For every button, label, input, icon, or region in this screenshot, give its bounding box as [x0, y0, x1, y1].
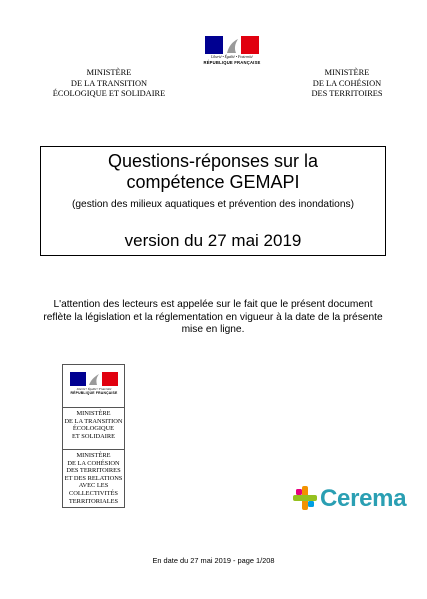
republique-text: RÉPUBLIQUE FRANÇAISE [70, 391, 118, 395]
marianne-logo-small [70, 372, 118, 395]
page-footer: En date du 27 mai 2019 - page 1/208 [152, 556, 275, 565]
ministry-left-line: ÉCOLOGIQUE ET SOLIDAIRE [52, 89, 166, 98]
ministry-1-text [63, 410, 124, 440]
ministry-right-header [294, 68, 400, 100]
ministries-block-cell-2 [63, 449, 124, 507]
motto-text: Liberté • Égalité • Fraternité [211, 55, 253, 59]
ministry-1-line: DE LA TRANSITION [64, 417, 123, 425]
notice-paragraph [40, 299, 386, 337]
ministries-block [62, 364, 125, 508]
ministry-left-header [40, 68, 178, 100]
ministry-2-text [63, 452, 124, 505]
ministry-right-line: MINISTÈRE [324, 68, 370, 77]
ministry-1-line: ET SOLIDAIRE [71, 432, 115, 440]
document-subtitle: (gestion des milieux aquatiques et prévention des inondations) [71, 199, 355, 210]
cerema-mark-icon [293, 486, 317, 510]
ministries-block-logo-cell [63, 365, 124, 408]
document-version: version du 27 mai 2019 [124, 231, 302, 250]
ministry-left-line: MINISTÈRE [86, 68, 132, 77]
motto-text: Liberté • Égalité • Fraternité [76, 387, 112, 391]
document-title [41, 151, 385, 192]
ministry-1-line: ÉCOLOGIQUE [72, 425, 115, 433]
ministry-2-line: DE LA COHÉSION [67, 459, 120, 467]
flag-icon [205, 36, 259, 54]
ministry-left-line: DE LA TRANSITION [70, 78, 148, 88]
ministry-right-line: DE LA COHÉSION [312, 78, 382, 88]
ministry-2-line: DES TERRITOIRES [66, 467, 121, 475]
flag-icon [70, 372, 118, 386]
ministry-2-line: MINISTÈRE [76, 452, 111, 459]
title-line: compétence GEMAPI [126, 171, 300, 192]
cerema-logo [293, 484, 411, 516]
ministry-2-line: COLLECTIVITÉS [69, 489, 118, 497]
marianne-logo [203, 36, 261, 78]
ministry-right-line: DES TERRITOIRES [311, 89, 383, 98]
title-box [40, 146, 386, 256]
notice-line: reflète la législation et la réglementation en vigueur à la date de la présente [43, 311, 383, 323]
ministries-block-cell-1 [63, 407, 124, 450]
ministry-1-line: MINISTÈRE [76, 410, 111, 417]
ministry-2-line: TERRITORIALES [68, 497, 119, 505]
ministry-2-line: ET DES RELATIONS [64, 474, 123, 482]
notice-line: mise en ligne. [181, 324, 245, 336]
republique-text: RÉPUBLIQUE FRANÇAISE [203, 59, 261, 65]
title-line: Questions-réponses sur la [107, 151, 319, 171]
ministry-2-line: AVEC LES [78, 482, 109, 490]
cerema-wordmark: Cerema [320, 485, 407, 512]
notice-line: L'attention des lecteurs est appelée sur le fait que le présent document [53, 299, 373, 310]
